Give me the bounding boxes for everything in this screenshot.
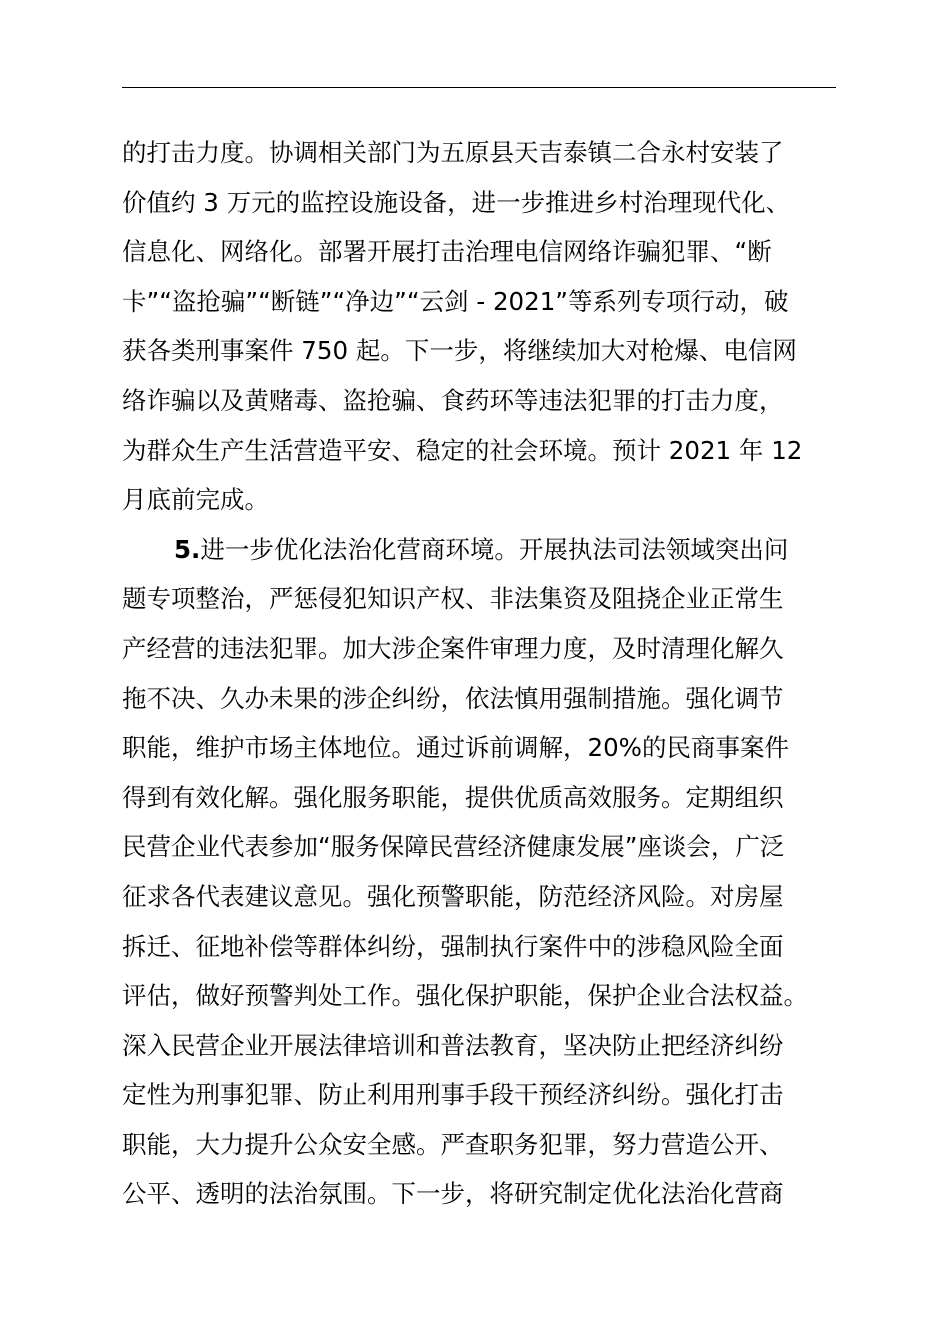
- text-line: 民营企业代表参加“服务保障民营经济健康发展”座谈会，广泛: [122, 832, 785, 862]
- text-line: 拖不决、久办未果的涉企纠纷，依法慎用强制措施。强化调节: [122, 683, 784, 713]
- text-line: 题专项整治，严惩侵犯知识产权、非法集资及阻挠企业正常生: [122, 584, 784, 614]
- text-line: 络诈骗以及黄赌毒、盗抢骗、食药环等违法犯罪的打击力度，: [122, 385, 784, 415]
- body-text: [122, 128, 842, 1219]
- text-line: 定性为刑事犯罪、防止利用刑事手段干预经济纠纷。强化打击: [122, 1080, 784, 1110]
- text-line: 价值约 3 万元的监控设施设备，进一步推进乡村治理现代化、: [122, 187, 791, 217]
- text-line: 深入民营企业开展法律培训和普法教育，坚决防止把经济纠纷: [122, 1030, 784, 1060]
- text-line: 职能，维护市场主体地位。通过诉前调解，20%的民商事案件: [122, 733, 789, 763]
- text-line: 为群众生产生活营造平安、稳定的社会环境。预计 2021 年 12: [122, 435, 803, 465]
- paragraph-1: [122, 128, 842, 525]
- text-line: 评估，做好预警判处工作。强化保护职能，保护企业合法权益。: [122, 981, 808, 1011]
- text-line: 得到有效化解。强化服务职能，提供优质高效服务。定期组织: [122, 782, 784, 812]
- text-line: 拆迁、征地补偿等群体纠纷，强制执行案件中的涉稳风险全面: [122, 931, 784, 961]
- item-number: 5.: [174, 534, 201, 564]
- text-line: 公平、透明的法治氛围。下一步，将研究制定优化法治化营商: [122, 1179, 784, 1209]
- text-line: 卡”“盗抢骗”“断链”“净边”“云剑 - 2021”等系列专项行动，破: [122, 286, 789, 316]
- paragraph-2: [122, 525, 842, 1219]
- header-rule: [122, 87, 836, 88]
- text-line: 信息化、网络化。部署开展打击治理电信网络诈骗犯罪、“断: [122, 237, 772, 267]
- text-line: 征求各代表建议意见。强化预警职能，防范经济风险。对房屋: [122, 881, 784, 911]
- text-line: 产经营的违法犯罪。加大涉企案件审理力度，及时清理化解久: [122, 633, 784, 663]
- text-line: 进一步优化法治化营商环境。开展执法司法领域突出问: [200, 534, 789, 564]
- paragraph-2-first-line: [122, 525, 842, 575]
- text-line: 获各类刑事案件 750 起。下一步，将继续加大对枪爆、电信网: [122, 336, 797, 366]
- text-line: 职能，大力提升公众安全感。严查职务犯罪，努力营造公开、: [122, 1129, 784, 1159]
- text-line: 的打击力度。协调相关部门为五原县天吉泰镇二合永村安装了: [122, 138, 784, 167]
- text-line: 月底前完成。: [122, 485, 269, 515]
